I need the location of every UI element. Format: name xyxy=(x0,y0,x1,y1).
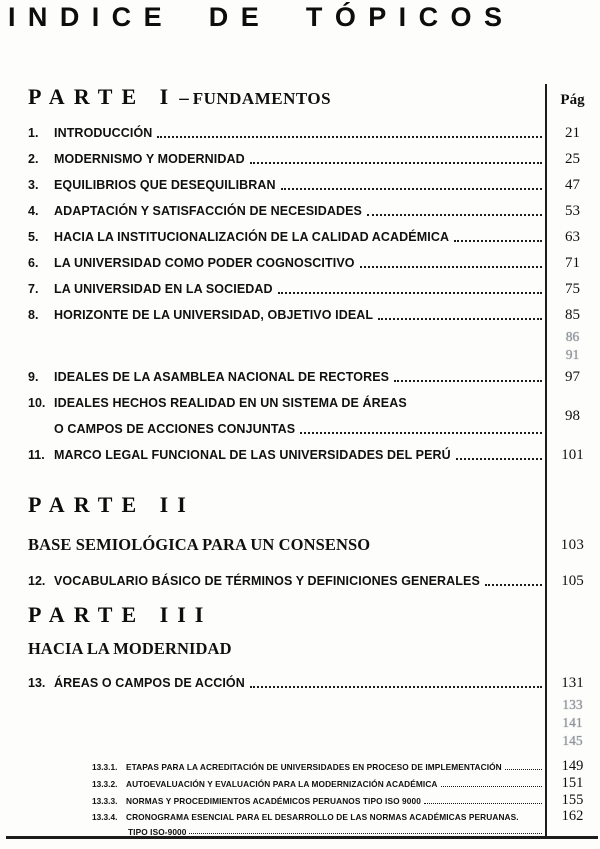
dotted-leader xyxy=(360,266,542,268)
toc-entry xyxy=(0,120,600,146)
entry-label: HACIA LA INSTITUCIONALIZACIÓN DE LA CALIDAD ACADÉMICA xyxy=(54,230,450,244)
entry-page-number: 21 xyxy=(565,124,580,141)
entry-label: LA UNIVERSIDAD COMO PODER COGNOSCITIVO xyxy=(54,256,355,270)
dotted-leader xyxy=(281,188,542,190)
part3-subtitle-row xyxy=(0,636,600,662)
part3-subentries xyxy=(0,758,600,839)
part1-entries xyxy=(0,120,600,468)
entry-label: ADAPTACIÓN Y SATISFACCIÓN DE NECESIDADES xyxy=(54,204,362,218)
toc-subentry xyxy=(0,775,600,792)
dotted-leader xyxy=(189,833,542,834)
faded-row xyxy=(0,328,600,346)
dotted-leader xyxy=(441,786,542,787)
faded-page-number: 145 xyxy=(562,733,583,748)
entry-number: 12. xyxy=(28,574,46,588)
entry-label: IDEALES HECHOS REALIDAD EN UN SISTEMA DE ÁREAS xyxy=(54,396,407,410)
entry-page-number: 97 xyxy=(565,368,580,385)
entry-page-number: 131 xyxy=(561,674,584,691)
entry-number: 13.3.1. xyxy=(92,761,118,772)
toc-entry xyxy=(0,250,600,276)
entry-label: INTRODUCCIÓN xyxy=(54,126,153,140)
entry-label-line2: TIPO ISO-9000 xyxy=(128,826,187,837)
toc-entry xyxy=(0,390,600,442)
entry-number: 7. xyxy=(28,282,39,296)
dotted-leader xyxy=(394,380,542,382)
entry-page-number: 155 xyxy=(561,792,584,808)
toc-subentry xyxy=(0,809,600,839)
entry-label: ETAPAS PARA LA ACREDITACIÓN DE UNIVERSIDADES EN PROCESO DE IMPLEMENTACIÓN xyxy=(126,761,502,772)
entry-number: 13.3.3. xyxy=(92,795,118,806)
faded-page-number: 141 xyxy=(562,715,583,730)
entry-number: 3. xyxy=(28,178,39,192)
dotted-leader xyxy=(250,686,542,688)
part1-heading: PARTE I xyxy=(28,84,178,109)
dotted-leader xyxy=(424,803,542,804)
entry-page-number: 101 xyxy=(561,446,584,463)
entry-page-number: 162 xyxy=(561,808,584,824)
part2-heading: PARTE II xyxy=(28,492,195,517)
toc-content xyxy=(0,84,600,839)
page-title: INDICE DE TÓPICOS xyxy=(8,2,515,32)
toc-entry xyxy=(0,276,600,302)
dotted-leader xyxy=(456,458,542,460)
faded-row xyxy=(0,346,600,364)
dotted-leader xyxy=(250,162,542,164)
toc-entry xyxy=(0,198,600,224)
toc-entry xyxy=(0,568,600,594)
entry-number: 8. xyxy=(28,308,39,322)
part3-heading-row xyxy=(0,602,600,632)
dotted-leader xyxy=(300,432,542,434)
entry-number: 13. xyxy=(28,676,46,690)
entry-number: 11. xyxy=(28,448,45,462)
entry-page-number: 98 xyxy=(565,407,580,424)
entry-page-number: 105 xyxy=(561,572,584,589)
toc-entry xyxy=(0,224,600,250)
entry-number: 13.3.4. xyxy=(92,811,118,822)
entry-page-number: 25 xyxy=(565,150,580,167)
entry-number: 5. xyxy=(28,230,39,244)
dotted-leader xyxy=(157,136,542,138)
part1-dash: – xyxy=(179,88,189,109)
bottom-border-line xyxy=(6,836,598,839)
part2-subtitle-row xyxy=(0,532,600,558)
toc-entry xyxy=(0,172,600,198)
entry-number: 1. xyxy=(28,126,39,140)
entry-number: 13.3.2. xyxy=(92,778,118,789)
entry-label: ÁREAS O CAMPOS DE ACCIÓN xyxy=(54,676,245,690)
faded-row xyxy=(0,732,600,750)
entry-label: EQUILIBRIOS QUE DESEQUILIBRAN xyxy=(54,178,276,192)
part1-subtitle: FUNDAMENTOS xyxy=(192,89,332,108)
page-column-divider-line xyxy=(545,84,547,838)
entry-label: VOCABULARIO BÁSICO DE TÉRMINOS Y DEFINICIONES GENERALES xyxy=(54,574,480,588)
entry-label: CRONOGRAMA ESENCIAL PARA EL DESARROLLO DE LAS NORMAS ACADÉMICAS PERUANAS. xyxy=(126,811,519,822)
toc-entry xyxy=(0,442,600,468)
dotted-leader xyxy=(278,292,542,294)
entry-label: HORIZONTE DE LA UNIVERSIDAD, OBJETIVO IDEAL xyxy=(54,308,374,322)
part2-subtitle: BASE SEMIOLÓGICA PARA UN CONSENSO xyxy=(28,535,371,554)
entry-number: 10. xyxy=(28,396,46,410)
toc-entry xyxy=(0,302,600,328)
entry-page-number: 103 xyxy=(560,536,585,553)
entry-label: IDEALES DE LA ASAMBLEA NACIONAL DE RECTORES xyxy=(54,370,390,384)
entry-page-number: 53 xyxy=(565,202,580,219)
faded-row xyxy=(0,696,600,714)
part3-subtitle: HACIA LA MODERNIDAD xyxy=(28,639,232,658)
entry-page-number: 47 xyxy=(565,176,580,193)
faded-page-number: 91 xyxy=(565,347,580,362)
faded-page-number: 133 xyxy=(562,697,583,712)
entry-page-number: 71 xyxy=(565,254,580,271)
part1-heading-row xyxy=(0,84,600,114)
entry-page-number: 151 xyxy=(561,775,584,791)
dotted-leader xyxy=(485,584,542,586)
dotted-leader xyxy=(367,214,542,216)
entry-label: AUTOEVALUACIÓN Y EVALUACIÓN PARA LA MODERNIZACIÓN ACADÉMICA xyxy=(126,778,438,789)
entry-number: 4. xyxy=(28,204,39,218)
toc-entry xyxy=(0,364,600,390)
toc-entry xyxy=(0,670,600,696)
entry-label: LA UNIVERSIDAD EN LA SOCIEDAD xyxy=(54,282,273,296)
toc-subentry xyxy=(0,758,600,775)
entry-label: NORMAS Y PROCEDIMIENTOS ACADÉMICOS PERUANOS TIPO ISO 9000 xyxy=(126,795,421,806)
dotted-leader xyxy=(505,769,542,770)
entry-page-number: 63 xyxy=(565,228,580,245)
entry-number: 2. xyxy=(28,152,39,166)
part3-heading: PARTE III xyxy=(28,602,213,627)
entry-label: MARCO LEGAL FUNCIONAL DE LAS UNIVERSIDADES DEL PERÚ xyxy=(54,448,451,462)
dotted-leader xyxy=(378,318,542,320)
entry-page-number: 75 xyxy=(565,280,580,297)
part2-heading-row xyxy=(0,492,600,522)
entry-label: MODERNISMO Y MODERNIDAD xyxy=(54,152,245,166)
entry-page-number: 149 xyxy=(561,758,584,774)
entry-page-number: 85 xyxy=(565,306,580,323)
toc-subentry xyxy=(0,792,600,809)
dotted-leader xyxy=(454,240,542,242)
entry-label-line2: O CAMPOS DE ACCIONES CONJUNTAS xyxy=(54,422,296,436)
page-column-label: Pág xyxy=(560,92,585,108)
faded-row xyxy=(0,714,600,732)
entry-number: 6. xyxy=(28,256,39,270)
entry-number: 9. xyxy=(28,370,39,384)
toc-entry xyxy=(0,146,600,172)
faded-page-number: 86 xyxy=(565,329,580,344)
